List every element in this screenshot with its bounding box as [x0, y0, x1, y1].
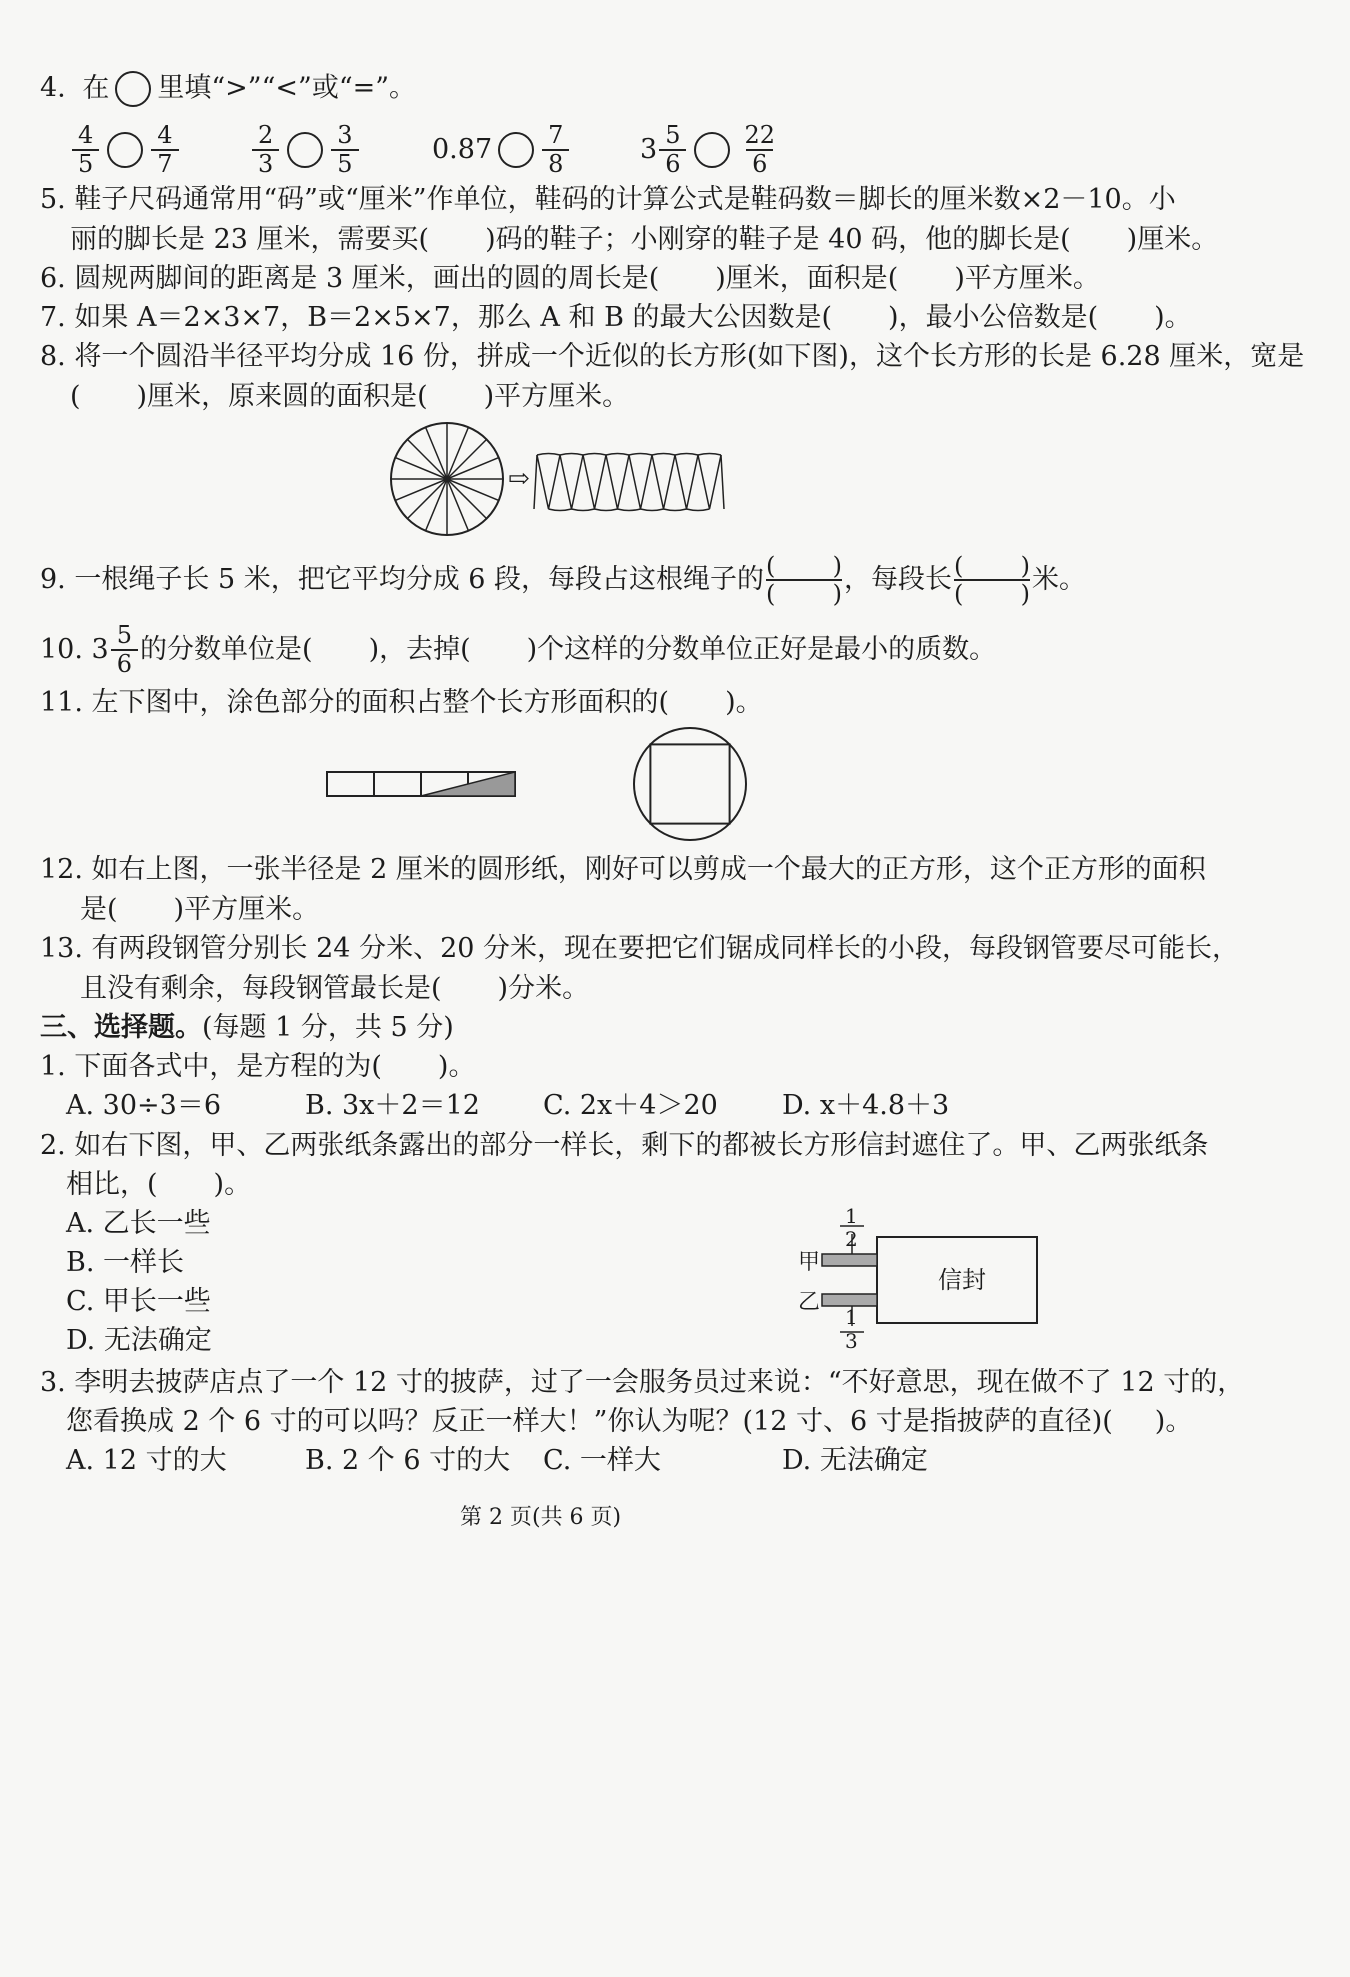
q12-line1: 12. 如右上图，一张半径是 2 厘米的圆形纸，刚好可以剪成一个最大的正方形，这个正方形的面积	[40, 854, 1206, 885]
radius-line	[407, 439, 447, 479]
fraction: 4 5	[72, 122, 99, 178]
fraction: 7 8	[542, 122, 569, 178]
fraction: 3 5	[331, 122, 358, 178]
sector-zigzag	[537, 455, 721, 509]
envelope-label: 信封	[938, 1266, 986, 1294]
option-c[interactable]: C. 2x＋4＞20	[543, 1090, 718, 1121]
q4-item-2	[250, 120, 361, 180]
circle-square-figure	[632, 726, 750, 844]
option-c[interactable]: C. 甲长一些	[66, 1286, 211, 1317]
q4-title	[40, 71, 416, 107]
option-d[interactable]: D. 无法确定	[66, 1325, 212, 1356]
q4-text-post: 里填“>”“<”或“=”。	[157, 72, 417, 104]
circle-icon	[115, 71, 151, 107]
strip-label-jia: 甲	[798, 1250, 821, 1275]
q9: 9. 一根绳子长 5 米，把它平均分成 6 段，每段占这根绳子的 ( ) ( ) ，每段长 ( ) ( ) 米。	[40, 552, 1087, 608]
bottom-arc	[549, 509, 710, 511]
option-b[interactable]: B. 一样长	[66, 1247, 185, 1278]
compare-circle[interactable]	[498, 132, 534, 168]
q4-item-3	[432, 120, 571, 180]
q5-line2: 丽的脚长是 23 厘米，需要买( )码的鞋子；小刚穿的鞋子是 40 码，他的脚长是( )厘米。	[70, 224, 1219, 255]
fraction: 22 6	[744, 121, 776, 178]
q13-line2: 且没有剩余，每段钢管最长是( )分米。	[80, 973, 590, 1004]
decimal: 0.87	[432, 134, 493, 165]
sector-circle-figure	[388, 420, 508, 540]
compare-circle[interactable]	[694, 132, 730, 168]
option-b[interactable]: B. 3x＋2＝12	[305, 1090, 480, 1121]
compare-circle[interactable]	[107, 132, 143, 168]
strip-label-yi: 乙	[798, 1290, 821, 1315]
c1: 1. 下面各式中，是方程的为( )。	[40, 1051, 476, 1082]
q8-line2: ( )厘米，原来圆的面积是( )平方厘米。	[70, 381, 630, 412]
fraction: 4 7	[151, 122, 178, 178]
c2-line1: 2. 如右下图，甲、乙两张纸条露出的部分一样长，剩下的都被长方形信封遮住了。甲、乙两张纸条	[40, 1130, 1209, 1161]
compare-circle[interactable]	[287, 132, 323, 168]
option-b[interactable]: B. 2 个 6 寸的大	[305, 1445, 511, 1476]
q4-item-1	[70, 120, 181, 180]
q4-number: 4.	[40, 72, 66, 104]
c3-line2: 您看换成 2 个 6 寸的可以吗？反正一样大！”你认为呢？(12 寸、6 寸是指披萨的直径)( )。	[66, 1406, 1193, 1437]
top-arc	[537, 454, 721, 456]
option-d[interactable]: D. x＋4.8＋3	[782, 1090, 950, 1121]
fig-label: 1	[845, 1204, 858, 1228]
fraction: 5 6	[111, 622, 138, 678]
fig-label: 3	[845, 1329, 858, 1353]
option-d[interactable]: D. 无法确定	[782, 1445, 928, 1476]
q12-line2: 是( )平方厘米。	[80, 894, 320, 925]
q8-line1: 8. 将一个圆沿半径平均分成 16 份，拼成一个近似的长方形(如下图)，这个长方形的长是 6.28 厘米，宽是	[40, 341, 1305, 372]
q5-line1: 5. 鞋子尺码通常用“码”或“厘米”作单位，鞋码的计算公式是鞋码数＝脚长的厘米数×2－10。小	[40, 184, 1176, 215]
q10: 10. 3 5 6 的分数单位是( )，去掉( )个这样的分数单位正好是最小的质数。	[40, 621, 997, 678]
option-a[interactable]: A. 乙长一些	[66, 1208, 211, 1239]
c3-line1: 3. 李明去披萨店点了一个 12 寸的披萨，过了一会服务员过来说：“不好意思，现在做不了 12 寸的，	[40, 1367, 1245, 1398]
whole-number: 3	[640, 134, 658, 165]
option-a[interactable]: A. 30÷3＝6	[66, 1090, 221, 1121]
radius-line	[447, 439, 487, 479]
option-a[interactable]: A. 12 寸的大	[66, 1445, 227, 1476]
section-title: 三、选择题。(每题 1 分，共 5 分)	[40, 1012, 454, 1043]
fig-label: 2	[845, 1227, 858, 1251]
q7: 7. 如果 A＝2×3×7，B＝2×5×7，那么 A 和 B 的最大公因数是( )，最小公倍数是( )。	[40, 302, 1192, 333]
fig-label: 1	[845, 1305, 858, 1329]
fraction-blank[interactable]: ( ) ( )	[766, 552, 843, 608]
left-edge	[534, 455, 537, 509]
q4-item-4	[640, 120, 783, 180]
radius-line	[407, 479, 447, 519]
q11: 11. 左下图中，涂色部分的面积占整个长方形面积的( )。	[40, 687, 763, 718]
fraction: 5 6	[659, 122, 686, 178]
q13-line1: 13. 有两段钢管分别长 24 分米、20 分米，现在要把它们锯成同样长的小段，每段钢管要尽可能长，	[40, 933, 1240, 964]
sector-strips	[534, 454, 724, 511]
radius-line	[447, 479, 487, 519]
fraction: 2 3	[252, 122, 279, 178]
radius-lines	[391, 423, 503, 535]
q6: 6. 圆规两脚间的距离是 3 厘米，画出的圆的周长是( )厘米，面积是( )平方厘米。	[40, 263, 1100, 294]
c2-line2: 相比，( )。	[66, 1169, 252, 1200]
shaded-rectangle-figure	[326, 771, 518, 799]
option-c[interactable]: C. 一样大	[543, 1445, 661, 1476]
rearranged-rectangle-figure	[535, 451, 725, 513]
envelope-figure	[795, 1210, 1055, 1353]
q4-text-pre: 在	[82, 72, 110, 104]
fraction-blank[interactable]: ( ) ( )	[954, 552, 1031, 608]
right-edge	[721, 455, 724, 509]
arrow-icon: ⇨	[508, 464, 530, 494]
page-footer: 第 2 页(共 6 页)	[460, 1505, 622, 1530]
